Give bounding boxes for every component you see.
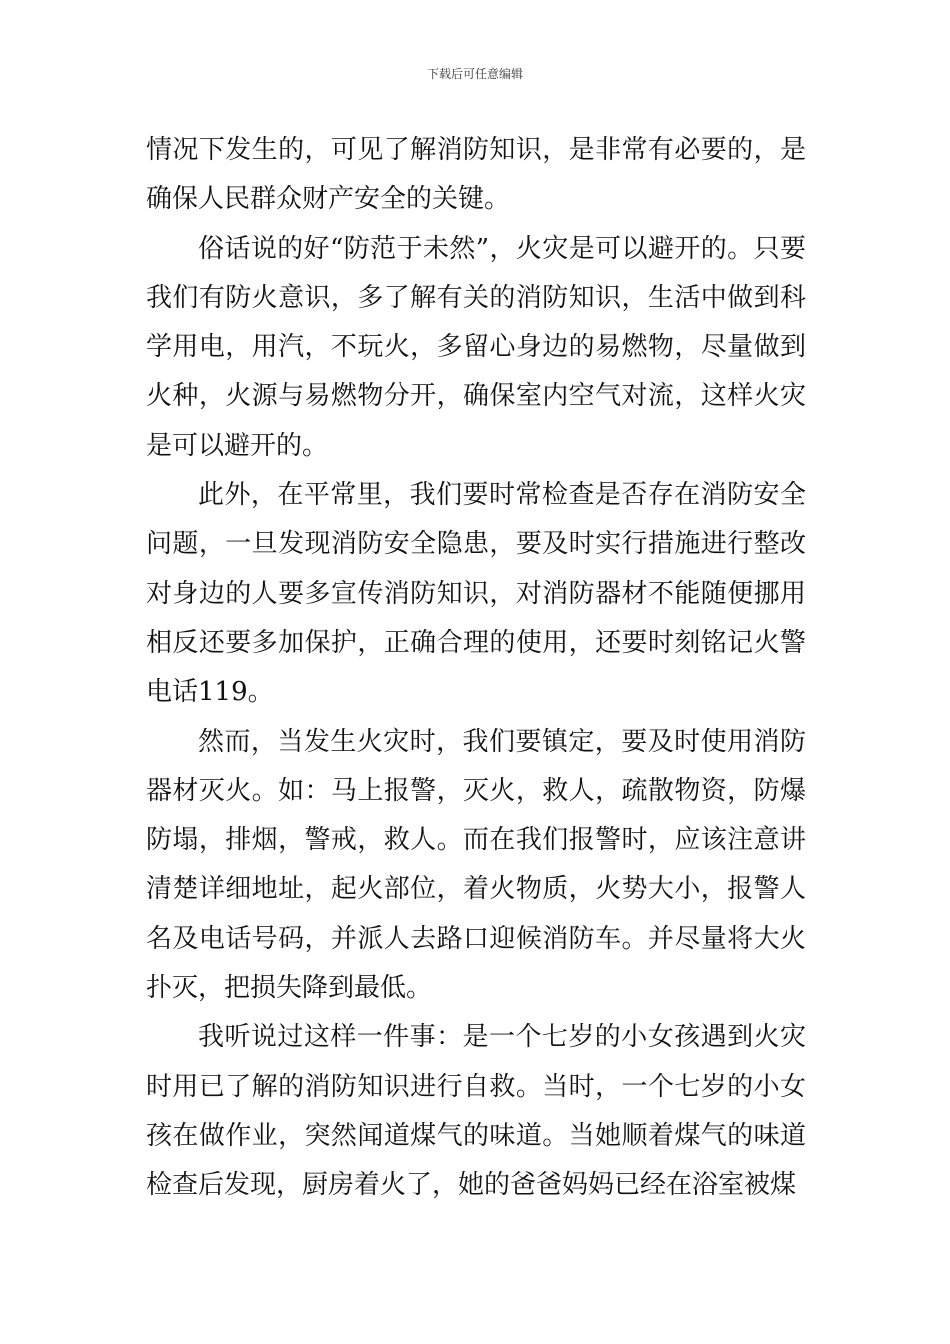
paragraph-3: 此外，在平常里，我们要时常检查是否存在消防安全问题，一旦发现消防安全隐患，要及时实行措施进行整改对身边的人要多宣传消防知识，对消防器材不能随便挪用相反还要多加保护，正确合理的使用，还要时刻铭记火警电话119。: [146, 480, 806, 708]
page-header: 下载后可任意编辑: [426, 67, 523, 81]
paragraph-4: 然而，当发生火灾时，我们要镇定，要及时使用消防器材灭火。如：马上报警，灭火，救人，疏散物资，防爆防塌，排烟，警戒，救人。而在我们报警时，应该注意讲清楚详细地址，起火部位，着火物质，火势大小，报警人名及电话号码，并派人去路口迎候消防车。并尽量将大火扑灭，把损失降到最低。: [146, 726, 806, 1004]
paragraph-2: 俗话说的好“防范于未然”，火灾是可以避开的。只要我们有防火意识，多了解有关的消防知识，生活中做到科学用电，用汽，不玩火，多留心身边的易燃物，尽量做到火种，火源与易燃物分开，确保室内空气对流，这样火灾是可以避开的。: [146, 233, 806, 461]
document-body: [146, 126, 806, 1211]
paragraph-5: 我听说过这样一件事：是一个七岁的小女孩遇到火灾时用已了解的消防知识进行自救。当时，一个七岁的小女孩在做作业，突然闻道煤气的味道。当她顺着煤气的味道检查后发现，厨房着火了，她的爸爸妈妈已经在浴室被煤: [146, 1022, 806, 1201]
paragraph-1: 情况下发生的，可见了解消防知识，是非常有必要的，是确保人民群众财产安全的关键。: [146, 135, 806, 215]
